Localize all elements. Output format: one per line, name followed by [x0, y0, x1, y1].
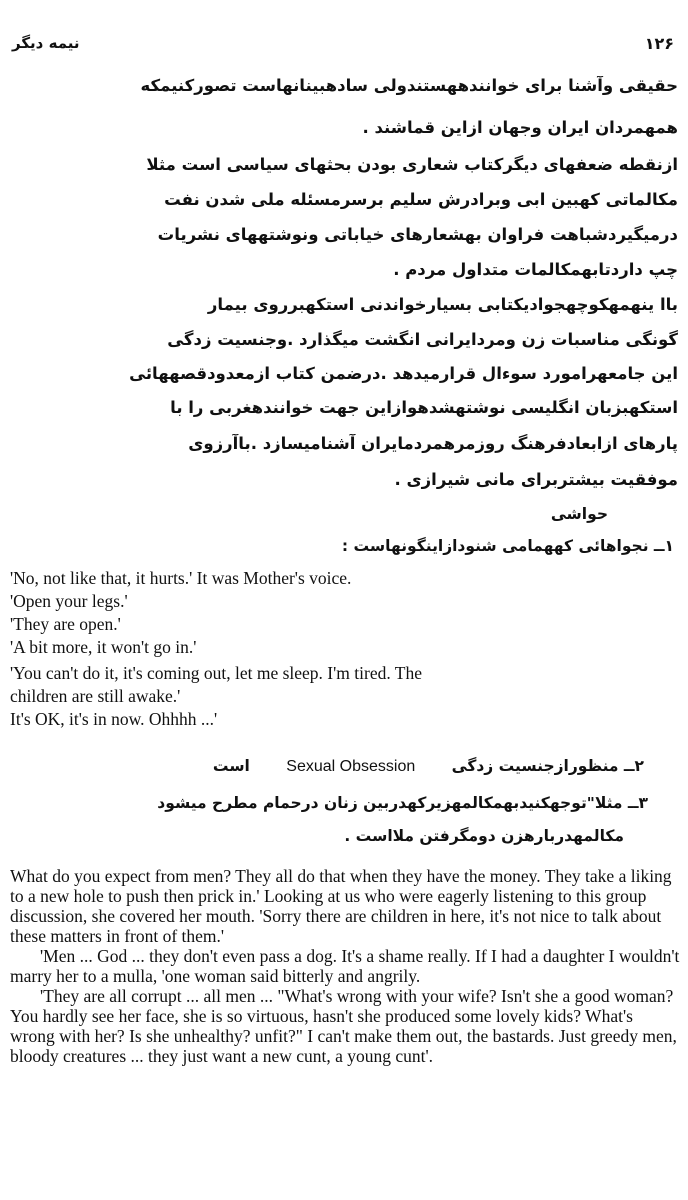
persian-line: این جامعهرامورد سوءال قرارمیدهد .درضمن کتاب ازمعدودقصههائی [129, 364, 678, 383]
dialogue-line: 'Open your legs.' [10, 591, 128, 611]
excerpt-paragraph: What do you expect from men? They all do that when they have the money. They take a liking to a new hole to push then prick in.' Looking at us who were eagerly listening to this group discussion, she covered her mouth. 'Sorry there are children in here, it's not nice to talk about these matters in front of them.' [10, 866, 672, 946]
running-title: نیمه دیگر [12, 34, 80, 52]
persian-line: موفقیت بیشتربرای مانی شیرازی . [394, 470, 678, 489]
footnote-3-line: ۳ــ مثلا"توجهکنیدبهمکالمهزیرکهدربین زنان درحمام مطرح میشود [157, 794, 648, 812]
persian-line: پارهای ازابعادفرهنگ روزمرهمردمایران آشنامیسازد .باآرزوی [188, 434, 678, 453]
dialogue-line: 'A bit more, it won't go in.' [10, 637, 197, 657]
persian-line: حقیقی وآشنا برای خوانندههستندولی سادهبینانهاست تصورکنیمکه [140, 76, 678, 95]
notes-heading: حواشی [550, 505, 608, 523]
persian-line: همهمردان ایران وجهان ازاین قماشند . [362, 118, 678, 137]
english-excerpt [10, 866, 680, 1066]
persian-line: استکهبزبان انگلیسی نوشتهشدهوازاین جهت خوانندهغربی را با [170, 398, 678, 417]
excerpt-paragraph: 'Men ... God ... they don't even pass a dog. It's a shame really. If I had a daughter I wouldn't marry her to a mulla, 'one woman said bitterly and angrily. [10, 946, 680, 986]
page-header [12, 34, 674, 60]
persian-line: گونگی مناسبات زن ومردایرانی انگشت میگذارد .وجنسیت زدگی [167, 330, 678, 349]
persian-line: درمیگیردشباهت فراوان بهشعارهای خیاباتی ونوشتههای نشریات [157, 225, 678, 244]
footnote-2-suffix: است [212, 757, 250, 775]
footnote-1: ۱ــ نجواهائی کههمامی شنودازاینگونهاست : [341, 537, 674, 555]
dialogue-line: 'They are open.' [10, 614, 121, 634]
excerpt-paragraph: 'They are all corrupt ... all men ... "What's wrong with your wife? Isn't she a good woman? You hardly see her face, she is so virtuous, hasn't she produced some lovely kids? What's wrong with her? Is she unhealthy? unfit?" I can't make them out, the bastards. Just greedy men, bloody creatures ... they just want a new cunt, a young cunt'. [10, 986, 677, 1066]
dialogue-line: children are still awake.' [10, 686, 181, 706]
footnote-2 [10, 757, 644, 776]
dialogue-line: 'You can't do it, it's coming out, let me sleep. I'm tired. The [10, 663, 422, 683]
dialogue-line: 'No, not like that, it hurts.' It was Mother's voice. [10, 568, 352, 588]
persian-line: مکالماتی کهبین ابی وبرادرش سلیم برسرمسئله ملی شدن نفت [164, 190, 678, 209]
page-number: ۱۲۶ [644, 34, 674, 53]
persian-line: باا ینهمهکوچهجوادیکتابی بسیارخواندنی استکهبرروی بیمار [207, 295, 678, 314]
footnote-3-line: مکالمهدربارهزن دومگرفتن ملااست . [344, 827, 624, 845]
persian-line: چپ داردتابهمکالمات متداول مردم . [393, 260, 678, 279]
dialogue-line: It's OK, it's in now. Ohhhh ...' [10, 709, 218, 729]
footnote-2-term: Sexual Obsession [286, 758, 416, 775]
footnote-2-prefix: ۲ــ منظورازجنسیت زدگی [451, 757, 644, 775]
persian-line: ازنقطه ضعفهای دیگرکتاب شعاری بودن بحثهای سیاسی است مثلا [146, 155, 678, 174]
